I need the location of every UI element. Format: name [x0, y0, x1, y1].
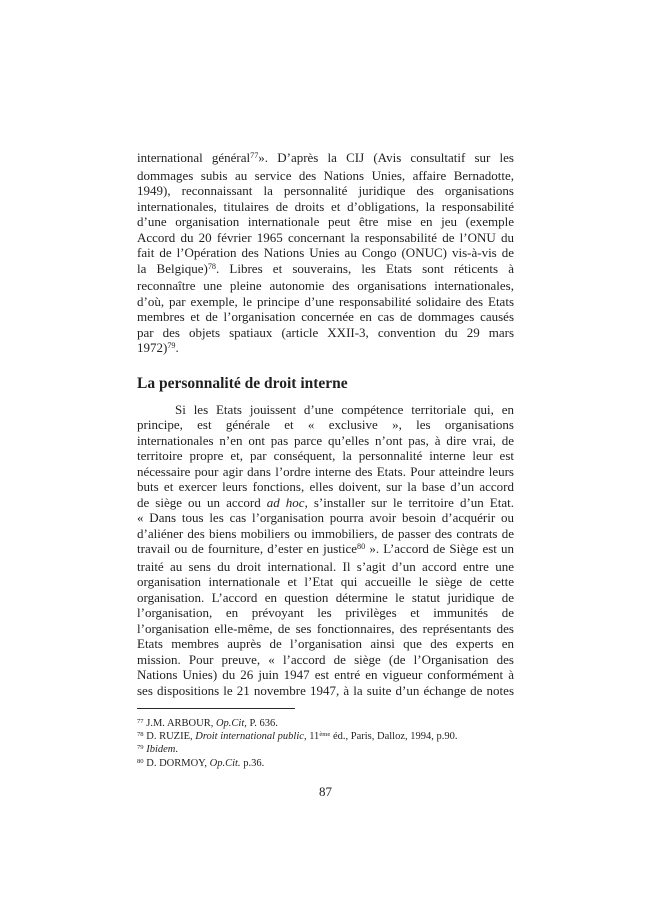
text-line	[137, 433, 514, 449]
text-segment: traité au sens du droit international. Il s’agit d’un accord entre une	[137, 558, 514, 574]
text-segment: éd., Paris, Dalloz, 1994, p.90.	[330, 731, 458, 743]
footnotes	[137, 718, 514, 771]
text-line	[137, 590, 514, 606]
text-line	[137, 448, 514, 464]
text-line	[137, 168, 514, 184]
text-line	[137, 417, 514, 433]
text-line	[137, 183, 514, 199]
text-line	[137, 464, 514, 480]
text-line	[137, 340, 514, 358]
text-segment: internationales, titulaires de droits et d’obligations, la responsabilité	[137, 198, 514, 214]
text-line	[137, 667, 514, 683]
text-segment: l’organisation, en prévoyant les privilèges et immunités de	[137, 605, 514, 620]
text-segment: ». L’accord de Siège est un	[365, 541, 515, 556]
text-line	[137, 261, 514, 279]
text-line	[137, 621, 514, 637]
text-segment: , 11	[303, 731, 320, 743]
text-segment: la Belgique)	[137, 260, 208, 276]
footnote-separator	[137, 708, 295, 709]
text-line	[137, 325, 514, 341]
text-segment: Ibidem	[146, 744, 176, 756]
text-line	[137, 479, 514, 495]
text-segment: d’aliéner des biens mobiliers ou immobiliers, de passer des contrats de	[137, 525, 514, 541]
text-segment: Accord du 20 février 1965 concernant la responsabilité de l’ONU du	[137, 229, 514, 245]
paragraph-personnalite-juridique	[137, 150, 514, 358]
text-segment: l’organisation elle-même, de ses fonctionnaires, des représentants des	[137, 620, 514, 636]
text-line	[137, 605, 514, 621]
text-line	[137, 402, 514, 418]
text-line	[137, 278, 514, 294]
text-line	[137, 294, 514, 310]
text-segment: organisation. L’accord en question détermine le statut juridique de	[137, 589, 514, 605]
text-segment: d’une organisation internationale peut être mise en jeu (exemple	[137, 214, 514, 229]
text-segment: fait de l’Opération des Nations Unies au Congo (ONUC) vis-à-vis de	[137, 245, 514, 260]
text-line	[137, 652, 514, 668]
footnote-marker: 78	[137, 731, 144, 739]
text-line	[137, 199, 514, 215]
footnote-marker: 79	[137, 744, 144, 752]
text-line	[137, 559, 514, 575]
text-line	[137, 636, 514, 652]
text-segment: Op.Cit.	[209, 757, 241, 769]
text-segment: par des objets spatiaux (article XXII-3, convention du 29 mars	[137, 324, 514, 340]
text-line	[137, 230, 514, 246]
section-heading: La personnalité de droit interne	[137, 374, 348, 392]
page-number: 87	[319, 783, 332, 799]
text-segment: membres et de l’organisation concernée en cas de dommages causés	[137, 309, 514, 324]
text-segment: , P. 636.	[244, 718, 278, 729]
text-segment: mission. Pour preuve, « l’accord de siège (de l’Organisation des	[137, 651, 514, 667]
text-segment: Droit international public	[195, 731, 304, 743]
text-segment: ». D’après la CIJ (Avis consultatif sur les	[258, 150, 514, 165]
text-line	[137, 526, 514, 542]
text-segment: « Dans tous les cas l’organisation pourra avoir besoin d’acquérir ou	[137, 510, 514, 525]
text-segment: Nations Unies) du 26 juin 1947 est entré en vigueur conformément à	[137, 667, 514, 682]
text-line	[137, 510, 514, 526]
text-segment: . Libres et souverains, les Etats sont réticents à	[216, 260, 514, 276]
footnote-reference: 78	[207, 261, 216, 271]
paragraph-droit-interne	[137, 402, 514, 699]
text-line	[137, 150, 514, 168]
footnote	[137, 758, 514, 771]
text-segment: buts et exercer leurs fonctions, elles doivent, sur la base d’un accord	[137, 479, 514, 494]
footnote-reference: 77	[250, 151, 259, 161]
text-segment: principe, est générale et « exclusive », les organisations	[137, 417, 514, 432]
text-block	[137, 150, 514, 800]
text-segment: .	[175, 744, 179, 756]
text-segment: de siège ou un accord	[137, 494, 267, 510]
footnote	[137, 718, 514, 731]
text-segment: p.36.	[240, 757, 265, 769]
text-segment: dommages subis au service des Nations Unies, affaire Bernadotte,	[137, 167, 514, 183]
footnote-marker: 80	[137, 757, 144, 765]
text-line	[137, 683, 514, 699]
text-segment: international général	[137, 150, 251, 165]
text-segment: D. RUZIE,	[146, 731, 196, 743]
text-segment: travail ou de fourniture, d’ester en justice	[137, 541, 358, 556]
text-segment: , s’installer sur le territoire d’un Etat.	[304, 494, 514, 510]
text-segment: 1972)	[137, 340, 168, 355]
text-segment: ses dispositions le 21 novembre 1947, à la suite d’un échange de notes	[137, 682, 514, 698]
text-segment: territoire propre et, par conséquent, la personnalité interne leur est	[137, 448, 514, 463]
text-line	[137, 214, 514, 230]
text-segment: .	[175, 340, 179, 355]
footnote	[137, 731, 514, 744]
text-segment: 1949), reconnaissant la personnalité juridique des organisations	[137, 183, 514, 198]
text-segment: Si les Etats jouissent d’une compétence territoriale qui, en	[175, 401, 514, 417]
text-line	[137, 245, 514, 261]
footnote-reference: 80	[357, 542, 366, 552]
text-line	[137, 541, 514, 559]
footnote-marker: 77	[137, 718, 144, 726]
text-segment: reconnaître une pleine autonomie des organisations internationales,	[137, 278, 514, 293]
footnote-reference: ème	[319, 731, 331, 739]
text-line	[137, 574, 514, 590]
text-segment: ad hoc	[266, 494, 305, 510]
text-segment: Etats membres auprès de l’organisation ainsi que des experts en	[137, 636, 514, 651]
text-segment: nécessaire pour agir dans l’ordre interne des Etats. Pour atteindre leurs	[137, 463, 514, 479]
text-segment: d’où, par exemple, le principe d’une responsabilité solidaire des Etats	[137, 293, 514, 309]
text-segment: organisation internationale et l’Etat qui accueille le siège de cette	[137, 574, 514, 589]
text-segment: J.M. ARBOUR,	[146, 718, 216, 729]
footnote	[137, 744, 514, 757]
text-segment: internationales n’en ont pas parce qu’elles n’ont pas, à dire vrai, de	[137, 432, 514, 448]
text-segment: D. DORMOY,	[146, 757, 210, 769]
footnote-reference: 79	[167, 341, 176, 351]
text-line	[137, 309, 514, 325]
text-line	[137, 495, 514, 511]
text-segment: Op.Cit	[215, 718, 245, 729]
